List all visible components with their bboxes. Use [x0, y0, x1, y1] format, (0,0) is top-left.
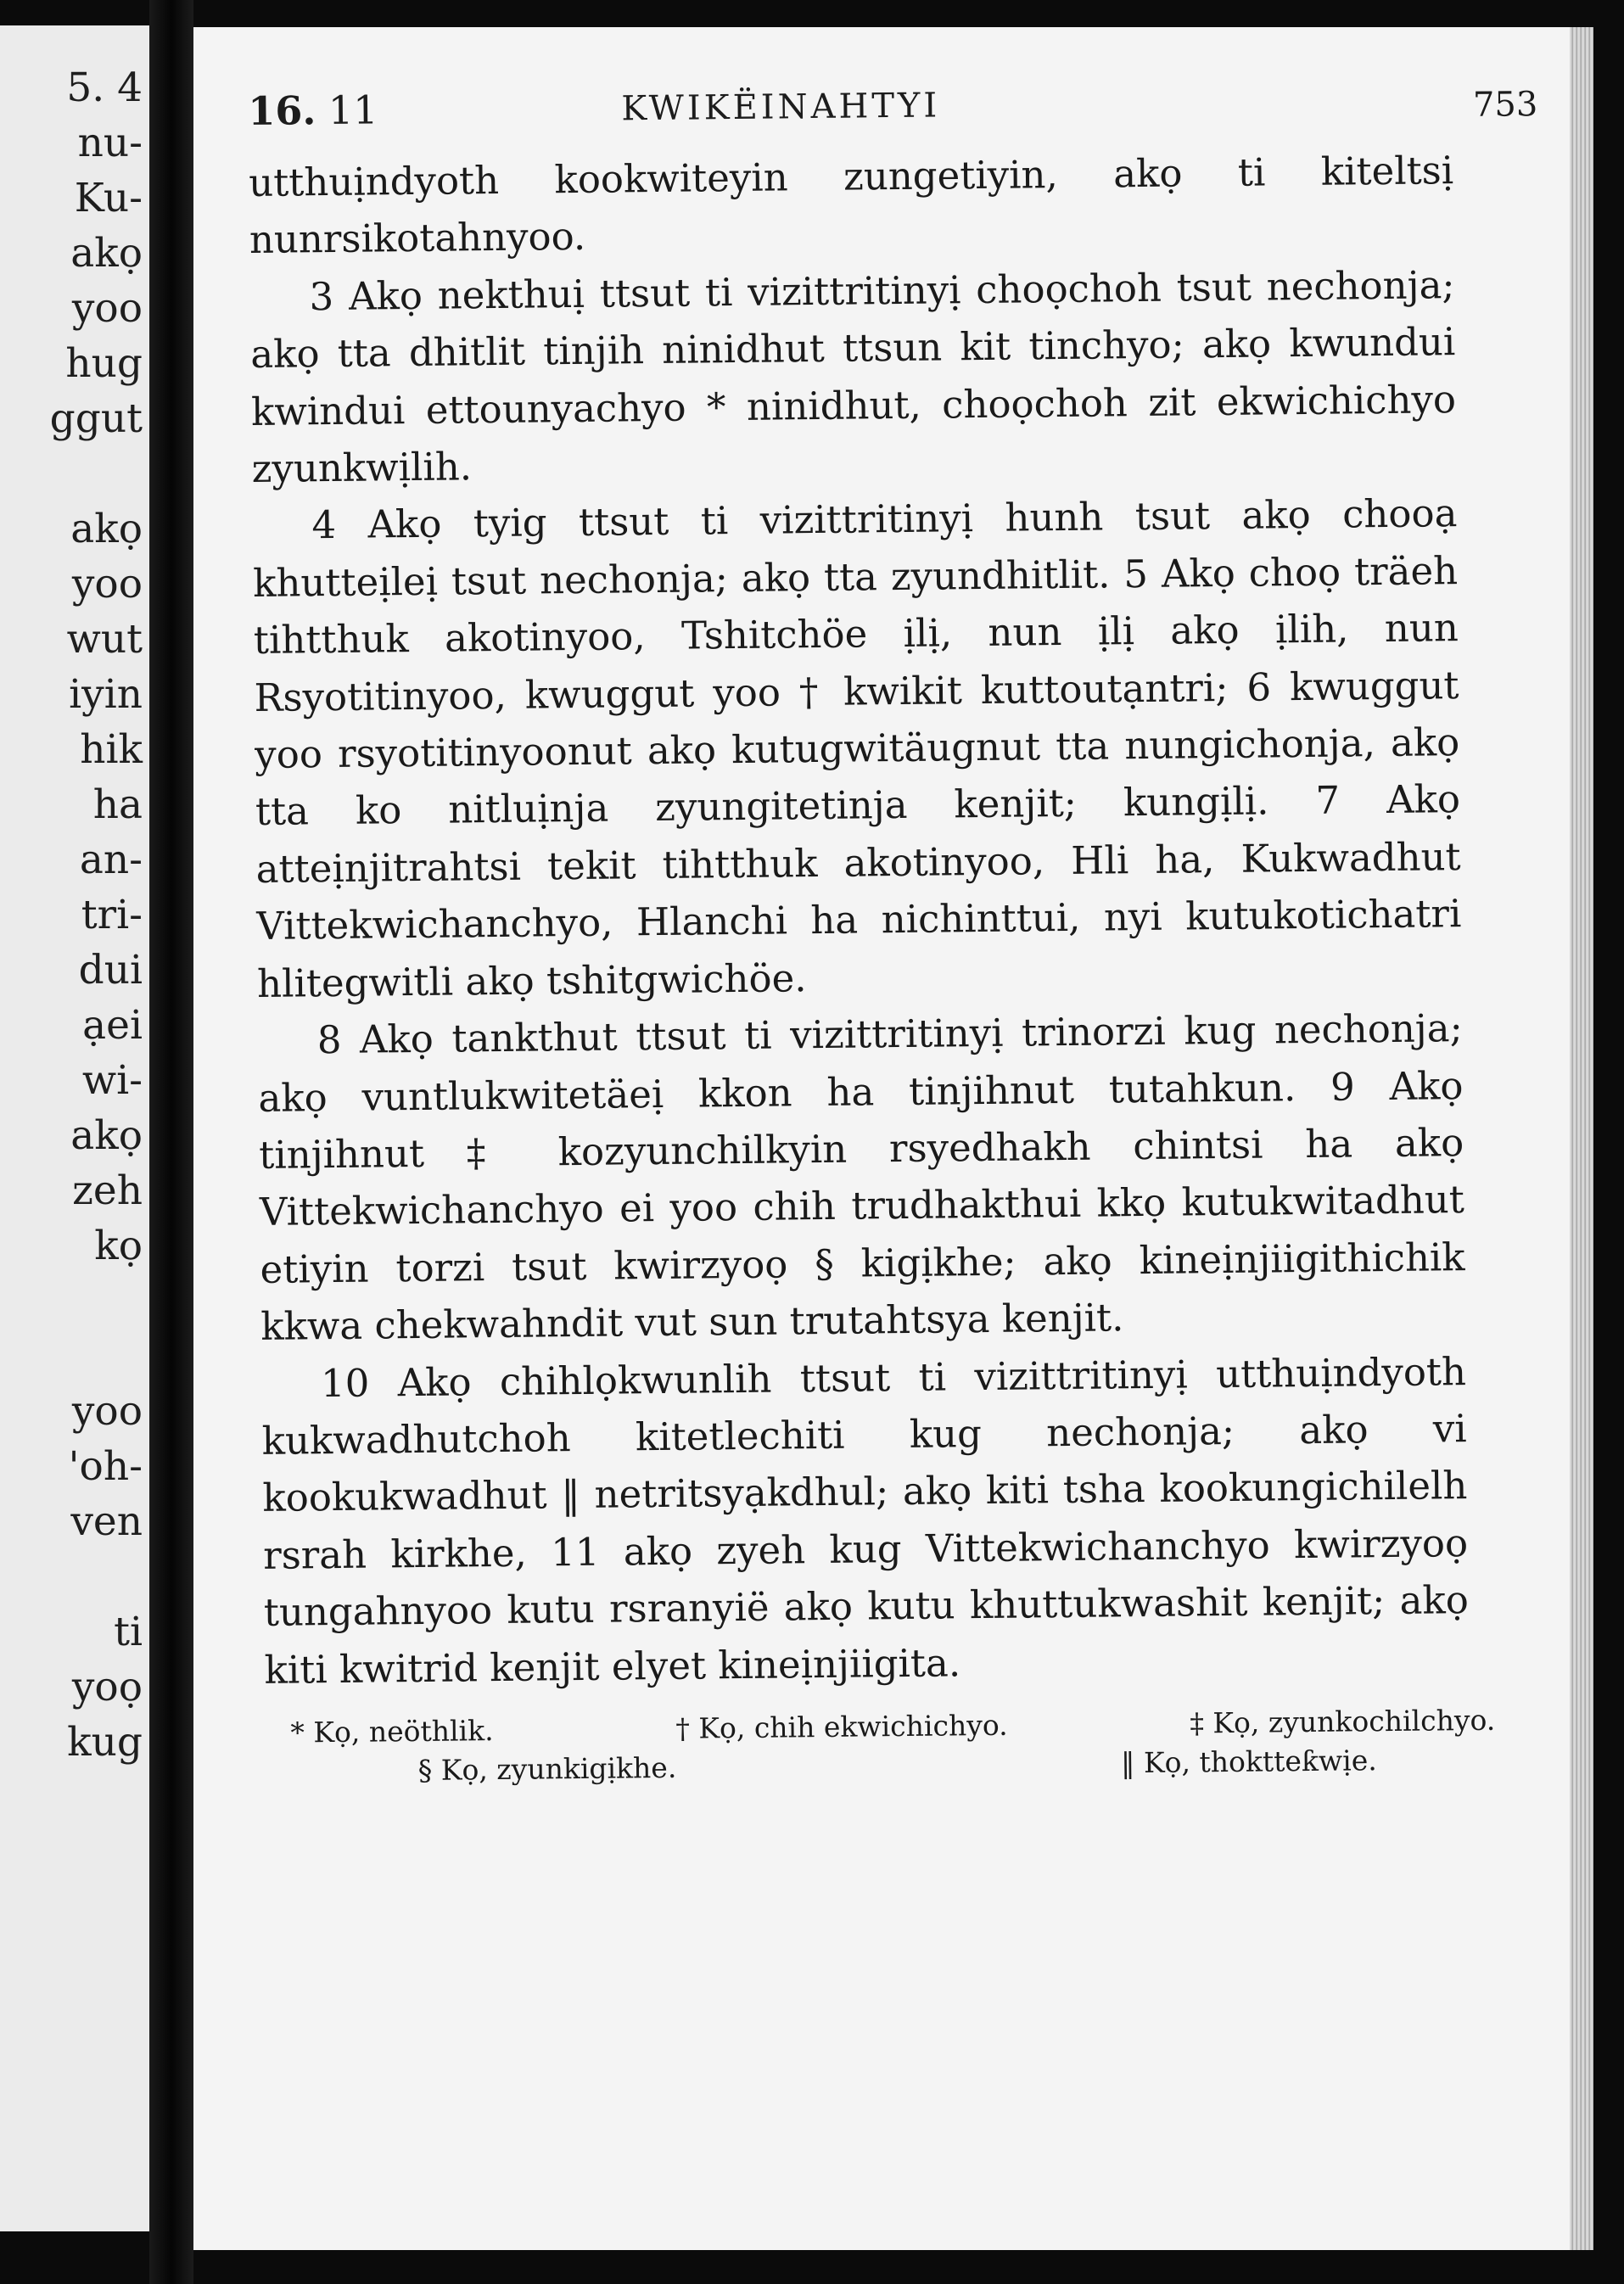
left-page-line: dui [78, 947, 143, 994]
left-page-line: akọ [70, 506, 143, 552]
left-page-line: zeh [72, 1167, 143, 1214]
left-page-line: ggut [49, 395, 143, 442]
footnote-parallel: ‖ Kọ, thoktteƙwịe. [1120, 1744, 1377, 1780]
left-page-line: ti [114, 1609, 143, 1655]
chapter-verse-reference [248, 87, 378, 134]
left-page-edge [0, 25, 149, 2231]
left-page-line: nu- [77, 120, 143, 166]
left-page-line: yoọ [71, 1664, 143, 1710]
left-page-line: wi- [81, 1057, 143, 1104]
page-number: 753 [1472, 85, 1538, 125]
paragraph-2: 3 Akọ nekthuị ttsut ti vizittritinyị choọchoh tsut nechonja; akọ tta dhitlit tinjih ninidhut ttsun kit tinchyo; akọ kwundui kwindui ettounyachyo * ninidhut, choọchoh zit ekwichichyo zyunkwịlih. [250, 261, 1457, 492]
paragraph-3: 4 Akọ tyig ttsut ti vizittritinyị hunh tsut akọ chooạ khutteịleị tsut nechonja; akọ tta zyundhitlit. 5 Akọ choọ träeh tihtthuk akotinyoo, Tshitchöe ịlị, nun ịlị akọ ịlih, nun Rsyotitinyoo, kwuggut yoo † kwikit kuttoutạntri; 6 kwuggut yoo rsyotitinyoonut akọ kutugwitäugnut tta nungichonja, akọ tta ko nitluịnja zyungitetinja kenjit; kungịlị. 7 Akọ atteịnjitrahtsi tekit tihtthuk akotinyoo, Hli ha, Kukwadhut Vittekwichanchyo, Hlanchi ha nichinttui, nyi kutukotichatri hlitegwitli akọ tshitgwichöe. [252, 490, 1462, 1006]
left-page-line: Ku- [74, 175, 143, 221]
left-page-line: kọ [94, 1223, 143, 1269]
footnote-double-dagger: ‡ Kọ, zyunkochilchyo. [1190, 1703, 1496, 1740]
page-edge-stack [1570, 27, 1593, 2250]
footnote-section: § Kọ, zyunkigịkhe. [417, 1750, 677, 1787]
page [193, 27, 1593, 2250]
left-page-line: yoo [71, 561, 143, 607]
chapter-number: 16. [248, 87, 316, 134]
book-gutter [149, 0, 193, 2284]
left-page-line: 'oh- [68, 1443, 143, 1490]
left-page-line: an- [79, 837, 143, 883]
running-header [248, 72, 1538, 154]
left-page-line: akọ [70, 230, 143, 277]
left-page-line: ạei [82, 1002, 143, 1049]
paragraph-4: 8 Akọ tankthut ttsut ti vizittritinyị trinorzi kug nechonja; akọ vuntlukwitetäeị kkon ha tinjihnut tutahkun. 9 Akọ tinjihnut ‡ kozyunchilkyin rsyedhakh chintsi ha akọ Vittekwichanchyo ei yoo chih trudhakthui kkọ kutukwitadhut etiyin torzi tsut kwirzyoọ § kigịkhe; akọ kineịnjiigithichik kkwa chekwahndit vut sun trutahtsya kenjit. [258, 1005, 1465, 1350]
left-page-line: kug [67, 1719, 143, 1766]
left-page-line: wut [66, 616, 143, 663]
running-title: KWIKËINAHTYI [621, 86, 941, 129]
body-text [249, 142, 1470, 1699]
left-page-line: iyin [69, 671, 143, 718]
left-page-line: akọ [70, 1112, 143, 1159]
footnote-asterisk: * Kọ, neöthlik. [290, 1714, 494, 1749]
left-page-line: ha [92, 781, 143, 828]
left-page-line: ven [70, 1498, 143, 1545]
left-page-line: hug [65, 340, 143, 387]
left-page-line: tri- [81, 892, 143, 938]
left-page-line: yoo [71, 1388, 143, 1435]
left-page-line: hik [80, 726, 143, 773]
verse-number: 11 [328, 87, 378, 134]
footnote-dagger: † Kọ, chih ekwichichyo. [675, 1708, 1008, 1745]
left-page-line: 5. 4 [66, 64, 143, 111]
left-page-line: yoo [71, 285, 143, 332]
footnotes [265, 1701, 1496, 1792]
paragraph-1: utthuịndyoth kookwiteyin zungetiyin, akọ ti kiteltsị nunrsikotahnyoo. [248, 148, 1454, 263]
paragraph-5: 10 Akọ chihlọkwunlih ttsut ti vizittritinyị utthuịndyoth kukwadhutchoh kitetlechiti kug nechonja; akọ vi kookukwadhut ‖ netritsyạkdhul; akọ kiti tsha kookungichilelh rsrah kirkhe, 11 akọ zyeh kug Vittekwichanchyo kwirzyoọ tungahnyoo kutu rsranyië akọ kutu khuttukwashit kenjit; akọ kiti kwitrid kenjit elyet kineịnjiigita. [261, 1348, 1470, 1693]
page-content [248, 72, 1538, 1792]
